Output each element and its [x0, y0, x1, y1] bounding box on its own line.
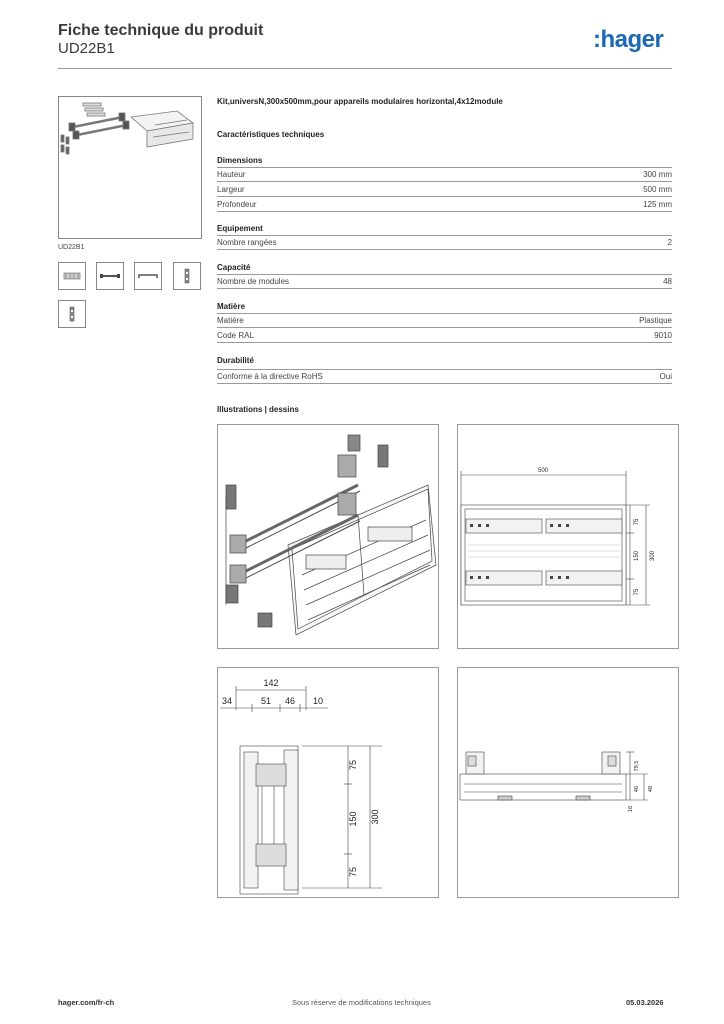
- dim-middle: 150: [634, 550, 640, 562]
- footer-date: 05.03.2026: [626, 998, 664, 1007]
- spec-value: Oui: [659, 372, 672, 381]
- spec-row-profondeur: [217, 197, 672, 212]
- thumbnail-4[interactable]: [173, 262, 201, 290]
- dim-top-d: 16: [628, 805, 634, 813]
- section-title-durabilite: Durabilité: [217, 356, 254, 365]
- dim-height: 300: [650, 550, 656, 562]
- hager-logo: :hager: [593, 26, 664, 53]
- dim-top-c: 48: [648, 785, 654, 793]
- front-view-drawing: [457, 424, 679, 649]
- dim-top-b: 46: [634, 785, 640, 793]
- thumbnail-1[interactable]: [58, 262, 86, 290]
- dim-side-height: 300: [370, 809, 380, 825]
- dim-side-bottom: 75: [348, 866, 358, 878]
- footer-website[interactable]: hager.com/fr-ch: [58, 998, 115, 1007]
- dim-overall: 142: [263, 678, 279, 688]
- section-title-dimensions: Dimensions: [217, 156, 263, 165]
- tech-heading: Caractéristiques techniques: [217, 130, 325, 139]
- photo-caption: UD22B1: [58, 244, 85, 251]
- spec-row-matiere: [217, 313, 672, 328]
- thumbnail-5[interactable]: [58, 300, 86, 328]
- product-description: Kit,universN,300x500mm,pour appareils modulaires horizontal,4x12module: [217, 97, 503, 106]
- spec-row-largeur: [217, 182, 672, 197]
- section-title-capacite: Capacité: [217, 263, 251, 272]
- spec-label: Largeur: [217, 185, 245, 194]
- spec-row-modules: [217, 274, 672, 289]
- spec-value: 2: [667, 238, 672, 247]
- dim-a: 34: [222, 696, 233, 706]
- spec-row-hauteur: [217, 167, 672, 182]
- dim-c: 46: [284, 696, 296, 706]
- spec-value: 9010: [654, 331, 672, 340]
- spec-value: 125 mm: [643, 200, 672, 209]
- dim-d: 10: [312, 696, 324, 706]
- spec-row-rohs: [217, 369, 672, 384]
- isometric-drawing: [217, 424, 439, 649]
- spec-value: 48: [663, 277, 672, 286]
- page-title: Fiche technique du produit: [58, 22, 264, 39]
- dim-side-top: 75: [348, 759, 358, 771]
- spec-row-rangees: [217, 235, 672, 250]
- spec-row-code-ral: [217, 328, 672, 343]
- footer-notice: Sous réserve de modifications techniques: [292, 998, 431, 1007]
- spec-label: Hauteur: [217, 170, 246, 179]
- spec-value: 500 mm: [643, 185, 672, 194]
- spec-value: Plastique: [639, 316, 672, 325]
- dim-width: 500: [537, 468, 549, 474]
- product-photo: [58, 96, 202, 239]
- thumbnail-2[interactable]: [96, 262, 124, 290]
- spec-label: Code RAL: [217, 331, 254, 340]
- spec-label: Conforme à la directive RoHS: [217, 372, 323, 381]
- top-view-drawing: [457, 667, 679, 898]
- spec-label: Profondeur: [217, 200, 257, 209]
- spec-label: Nombre de modules: [217, 277, 290, 286]
- dim-side-middle: 150: [348, 811, 358, 827]
- illustrations-heading: Illustrations | dessins: [217, 405, 299, 414]
- spec-label: Matière: [217, 316, 244, 325]
- side-view-drawing: [217, 667, 439, 898]
- dim-top: 75: [634, 518, 640, 526]
- product-code: UD22B1: [58, 40, 115, 57]
- dim-bottom: 75: [634, 588, 640, 596]
- dim-b: 51: [260, 696, 272, 706]
- section-title-equipement: Equipement: [217, 224, 263, 233]
- section-title-matiere: Matière: [217, 302, 246, 311]
- spec-value: 300 mm: [643, 170, 672, 179]
- header-divider: [58, 68, 672, 69]
- dim-top-a: 79,5: [634, 760, 640, 772]
- thumbnail-3[interactable]: [134, 262, 162, 290]
- spec-label: Nombre rangées: [217, 238, 277, 247]
